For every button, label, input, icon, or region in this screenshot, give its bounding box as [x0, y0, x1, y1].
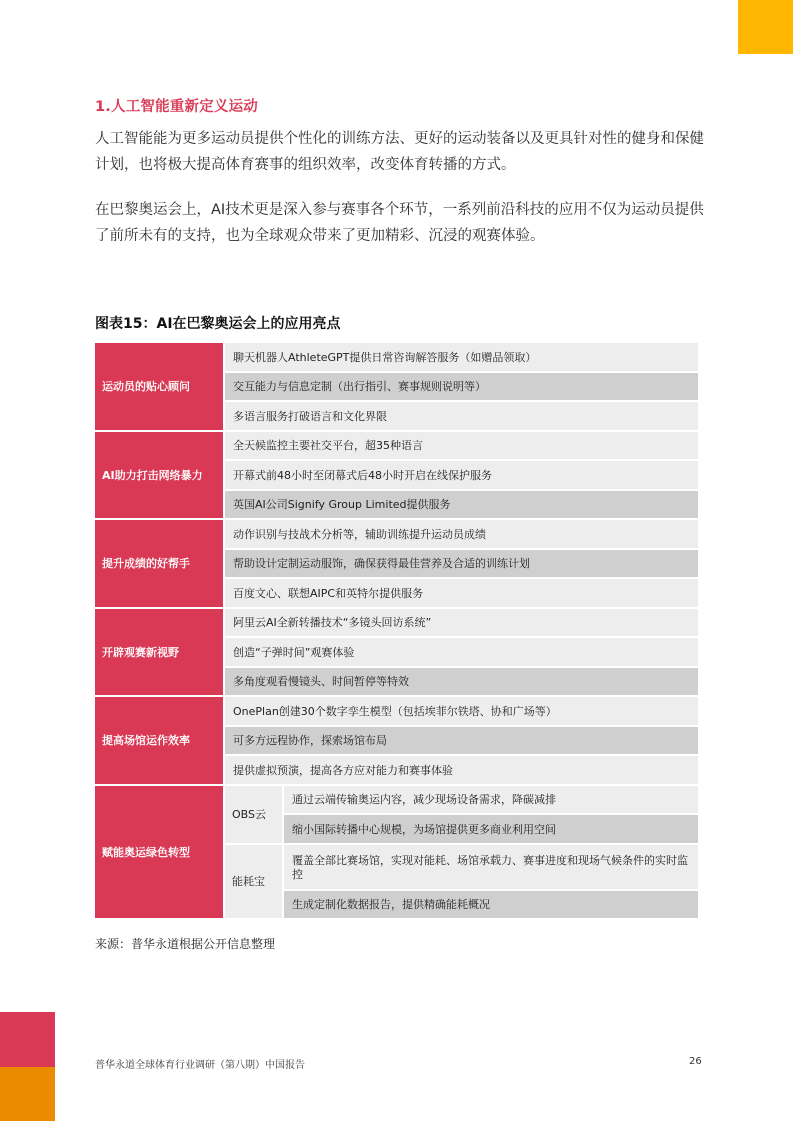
subgroup-label: OBS云: [225, 786, 282, 843]
corner-accent-red: [0, 1012, 55, 1067]
table-group: [95, 697, 698, 784]
paragraph-1: 人工智能能为更多运动员提供个性化的训练方法、更好的运动装备以及更具针对性的健身和保健计划，也将极大提高体育赛事的组织效率，改变体育转播的方式。: [95, 131, 704, 173]
category-cell: 提高场馆运作效率: [95, 697, 223, 784]
category-cell: 运动员的贴心顾问: [95, 343, 223, 430]
table-row: 覆盖全部比赛场馆，实现对能耗、场馆承载力、赛事进度和现场气候条件的实时监控: [284, 845, 698, 889]
table-row: 生成定制化数据报告，提供精确能耗概况: [284, 891, 698, 919]
table-group: [95, 343, 698, 430]
table-row: 聊天机器人AthleteGPT提供日常咨询解答服务（如赠品领取）: [225, 343, 698, 371]
table-row: 阿里云AI全新转播技术“多镜头回访系统”: [225, 609, 698, 637]
table-row: 多语言服务打破语言和文化界限: [225, 402, 698, 430]
table-group: [95, 520, 698, 607]
paragraph-2: 在巴黎奥运会上，AI技术更是深入参与赛事各个环节，一系列前沿科技的应用不仅为运动员提供了前所未有的支持，也为全球观众带来了更加精彩、沉浸的观赛体验。: [95, 202, 704, 244]
page-number: 26: [689, 1056, 702, 1067]
table-row: 全天候监控主要社交平台，超35种语言: [225, 432, 698, 460]
table-group: [95, 432, 698, 519]
subgroup: [225, 786, 698, 843]
table-row: 缩小国际转播中心规模，为场馆提供更多商业利用空间: [284, 815, 698, 843]
table-row: 帮助设计定制运动服饰，确保获得最佳营养及合适的训练计划: [225, 550, 698, 578]
table-row: 通过云端传输奥运内容，减少现场设备需求，降碳减排: [284, 786, 698, 814]
corner-accent-orange: [0, 1067, 55, 1121]
table-row: 开幕式前48小时至闭幕式后48小时开启在线保护服务: [225, 461, 698, 489]
subgroup: [225, 845, 698, 919]
source-note: 来源：普华永道根据公开信息整理: [95, 937, 276, 951]
table-group: [95, 609, 698, 696]
table-row: 提供虚拟预演，提高各方应对能力和赛事体验: [225, 756, 698, 784]
category-cell: 提升成绩的好帮手: [95, 520, 223, 607]
category-cell: AI助力打击网络暴力: [95, 432, 223, 519]
table-row: 百度文心、联想AIPC和英特尔提供服务: [225, 579, 698, 607]
subgroup-label: 能耗宝: [225, 845, 282, 919]
table-row: 可多方远程协作，探索场馆布局: [225, 727, 698, 755]
table-row: 交互能力与信息定制（出行指引、赛事规则说明等）: [225, 373, 698, 401]
section-heading: 1.人工智能重新定义运动: [95, 99, 258, 115]
table-row: 英国AI公司Signify Group Limited提供服务: [225, 491, 698, 519]
category-cell: 开辟观赛新视野: [95, 609, 223, 696]
footer-text: 普华永道全球体育行业调研（第八期）中国报告: [95, 1060, 305, 1071]
table-row: 创造“子弹时间”观赛体验: [225, 638, 698, 666]
table-row: 动作识别与技战术分析等，辅助训练提升运动员成绩: [225, 520, 698, 548]
table-row: OnePlan创建30个数字孪生模型（包括埃菲尔铁塔、协和广场等）: [225, 697, 698, 725]
corner-accent-yellow: [738, 0, 793, 54]
table-row: 多角度观看慢镜头、时间暂停等特效: [225, 668, 698, 696]
table-group: [95, 786, 698, 919]
figure-title: 图表15：AI在巴黎奥运会上的应用亮点: [95, 316, 341, 332]
applications-table: [95, 343, 698, 920]
category-cell: 赋能奥运绿色转型: [95, 786, 223, 919]
